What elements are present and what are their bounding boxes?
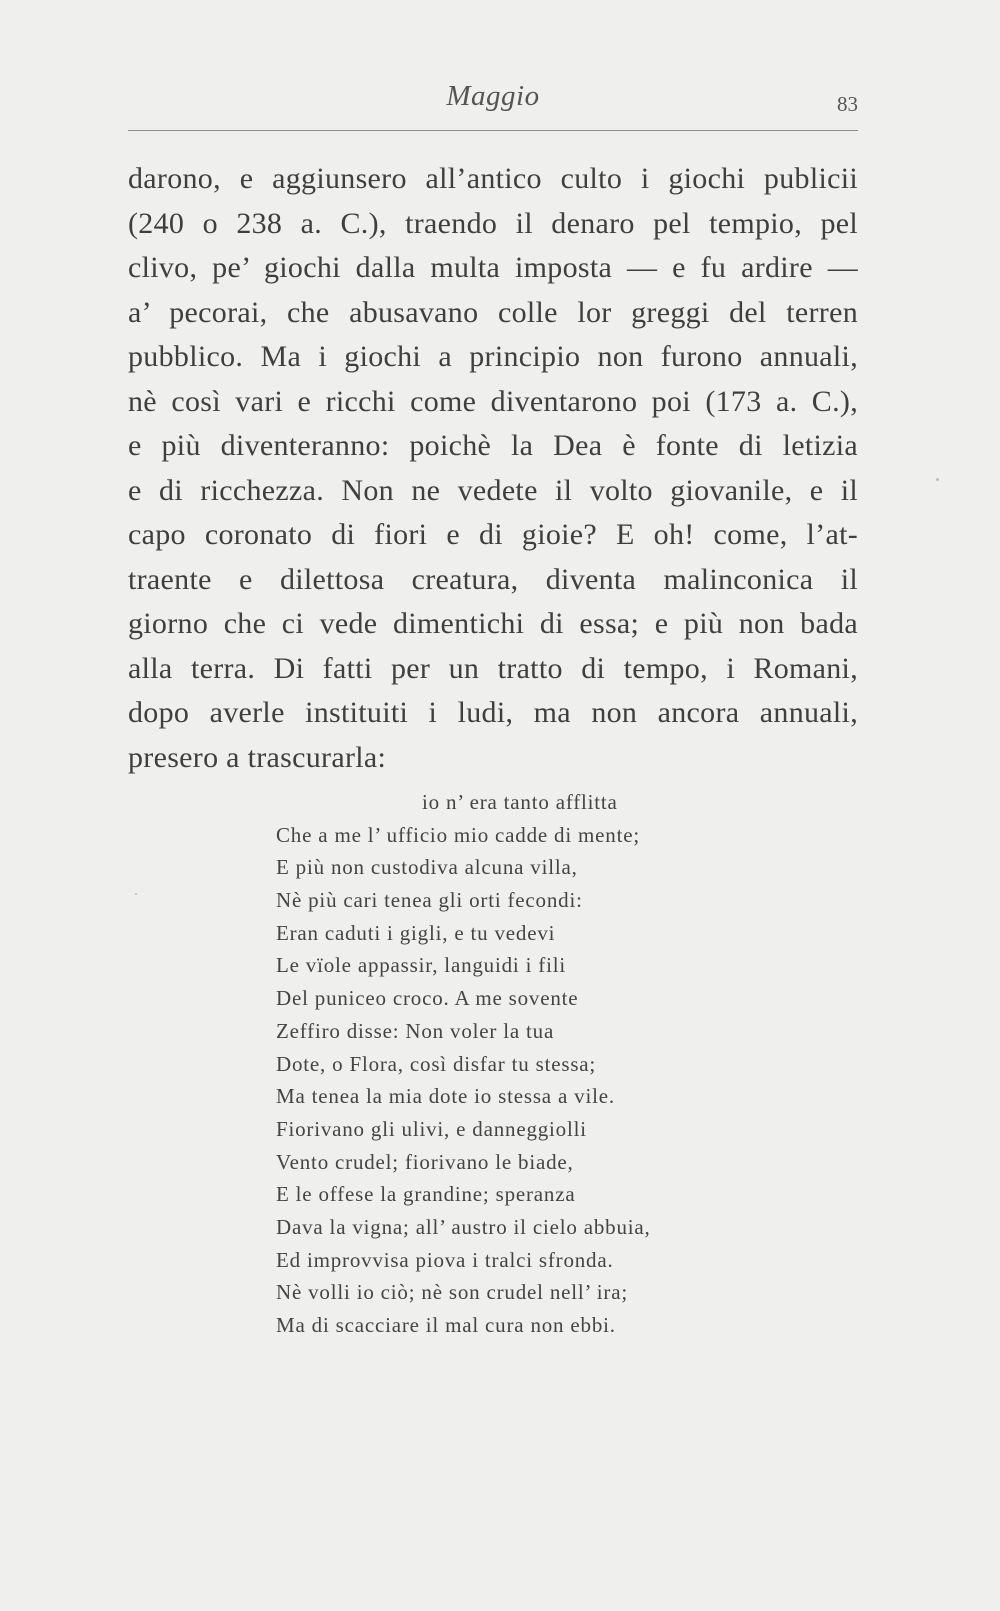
body-line: clivo, pe’ giochi dalla multa imposta — e fu ardire — [128, 251, 858, 284]
verse-line: Vento crudel; fiorivano le biade, [276, 1149, 574, 1174]
verse-line: Fiorivano gli ulivi, e danneggiolli [276, 1116, 587, 1141]
body-line: darono, e aggiunsero all’antico culto i giochi publicii [128, 162, 858, 195]
running-head [128, 74, 858, 131]
verse-line: E le offese la grandine; speranza [276, 1182, 576, 1207]
paper-speck [936, 478, 939, 481]
body-line: alla terra. Di fatti per un tratto di tempo, i Romani, [128, 651, 858, 685]
body-line: traente e dilettosa creatura, diventa malinconica il [128, 562, 858, 596]
verse-line: Le vïole appassir, languidi i fili [276, 953, 566, 978]
body-line: a’ pecorai, che abusavano colle lor greggi del terren [128, 295, 858, 329]
paper-speck [135, 893, 137, 895]
page-number: 83 [837, 92, 858, 116]
verse-line: Dava la vigna; all’ austro il cielo abbuia, [276, 1214, 651, 1239]
verse-line: Ma di scacciare il mal cura non ebbi. [276, 1313, 616, 1337]
body-line: nè così vari e ricchi come diventarono poi (173 a. C.), [128, 384, 858, 418]
verse-line: Che a me l’ ufficio mio cadde di mente; [276, 822, 640, 847]
body-line: e di ricchezza. Non ne vedete il volto giovanile, e il [128, 473, 858, 507]
body-line: pubblico. Ma i giochi a principio non furono annuali, [128, 340, 858, 373]
verse-line: Zeffiro disse: Non voler la tua [276, 1018, 555, 1043]
verse-line: Eran caduti i gigli, e tu vedevi [276, 920, 556, 945]
verse-line: Ed improvvisa piova i tralci sfronda. [276, 1247, 614, 1272]
verse-line: Nè volli io ciò; nè son crudel nell’ ira; [276, 1280, 628, 1305]
verse-line: Ma tenea la mia dote io stessa a vile. [276, 1084, 615, 1109]
verse-line: io n’ era tanto afflitta [422, 790, 618, 814]
verse-line: Del puniceo croco. A me sovente [276, 986, 579, 1011]
body-line: giorno che ci vede dimentichi di essa; e più non bada [128, 607, 858, 640]
verse-quotation [276, 786, 756, 1342]
verse-line: Nè più cari tenea gli orti fecondi: [276, 888, 583, 913]
body-line: presero a trascurarla: [128, 740, 387, 774]
body-line: e più diventeranno: poichè la Dea è fonte di letizia [128, 429, 858, 462]
body-line: dopo averle instituiti i ludi, ma non ancora annuali, [128, 696, 858, 729]
verse-line: Dote, o Flora, così disfar tu stessa; [276, 1051, 597, 1076]
body-paragraph [128, 157, 858, 780]
verse-line: E più non custodiva alcuna villa, [276, 855, 578, 880]
body-line: capo coronato di fiori e di gioie? E oh! come, l’at- [128, 518, 858, 551]
body-line: (240 o 238 a. C.), traendo il denaro pel tempio, pel [128, 206, 858, 240]
running-title: Maggio [446, 80, 540, 112]
